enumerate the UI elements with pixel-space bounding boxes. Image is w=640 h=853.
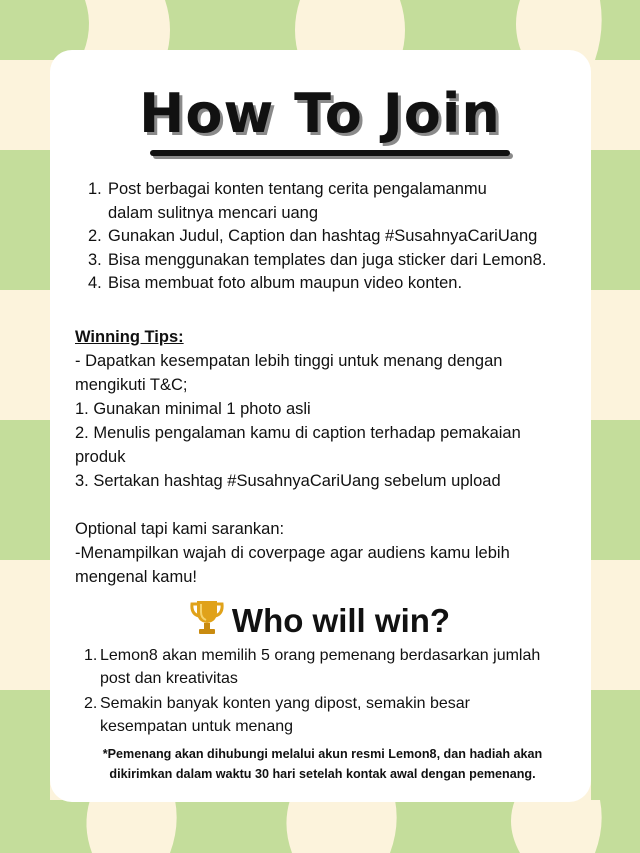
list-text: Post berbagai konten tentang cerita pengalamanmu — [108, 180, 487, 198]
list-number: 3. — [88, 250, 102, 269]
tip-line: 1. Gunakan minimal 1 photo asli — [75, 400, 311, 418]
title-underline — [150, 150, 510, 156]
list-item — [84, 692, 584, 738]
optional-section — [75, 517, 575, 589]
trophy-icon — [190, 598, 224, 644]
list-text: Lemon8 akan memilih 5 orang pemenang berdasarkan jumlah — [100, 647, 541, 664]
footnote — [70, 744, 575, 784]
list-number: 2. — [88, 227, 102, 245]
tip-line: produk — [75, 448, 126, 466]
list-text: post dan kreativitas — [100, 670, 238, 687]
footnote-line: dikirimkan dalam waktu 30 hari setelah kontak awal dengan pemenang. — [109, 767, 536, 781]
list-text: Bisa menggunakan templates dan juga sticker dari Lemon8. — [108, 250, 547, 269]
winner-criteria-list — [84, 644, 584, 740]
list-number: 1. — [88, 180, 102, 198]
who-will-win-heading — [0, 598, 620, 644]
tip-line: - Dapatkan kesempatan lebih tinggi untuk menang dengan — [75, 352, 503, 370]
list-text: dalam sulitnya mencari uang — [108, 203, 319, 222]
join-steps-list — [88, 178, 588, 296]
list-item — [88, 225, 588, 249]
list-number: 2. — [84, 695, 98, 712]
list-item — [88, 178, 588, 225]
optional-line: Optional tapi kami sarankan: — [75, 520, 285, 538]
tip-line: 3. Sertakan hashtag #SusahnyaCariUang sebelum upload — [75, 472, 501, 490]
winning-tips-section — [75, 325, 575, 493]
list-text: Bisa membuat foto album maupun video konten. — [108, 274, 463, 292]
tip-line: 2. Menulis pengalaman kamu di caption terhadap pemakaian — [75, 424, 521, 442]
optional-line: mengenal kamu! — [75, 568, 197, 586]
who-will-win-title: Who will win? — [231, 602, 451, 639]
list-number: 1. — [84, 647, 98, 664]
tip-line: mengikuti T&C; — [75, 376, 188, 394]
list-number: 4. — [88, 274, 102, 292]
page-title: How To Join — [139, 82, 501, 145]
winning-tips-heading: Winning Tips: — [75, 328, 184, 346]
footnote-line: *Pemenang akan dihubungi melalui akun resmi Lemon8, dan hadiah akan — [102, 747, 543, 761]
list-item — [88, 272, 588, 296]
list-text: Gunakan Judul, Caption dan hashtag #SusahnyaCariUang — [108, 227, 538, 245]
list-text: kesempatan untuk menang — [100, 718, 294, 735]
list-item — [88, 249, 588, 273]
list-item — [84, 644, 584, 690]
list-text: Semakin banyak konten yang dipost, semakin besar — [100, 695, 470, 712]
optional-line: -Menampilkan wajah di coverpage agar audiens kamu lebih — [75, 544, 510, 562]
